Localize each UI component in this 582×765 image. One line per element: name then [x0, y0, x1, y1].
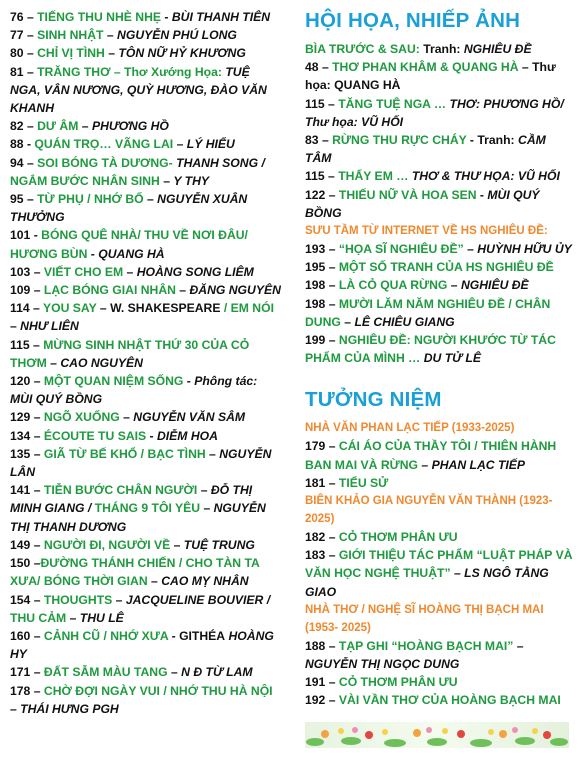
toc-entry: 82 – DƯ ÂM – PHƯƠNG HỒ [10, 119, 169, 134]
toc-entry: 103 – VIẾT CHO EM – HOÀNG SONG LIÊM [10, 264, 254, 279]
entry-title[interactable]: “HỌA SĨ NGHIÊU ĐỀ” [338, 242, 464, 257]
entry-title[interactable]: TIỄN BƯỚC CHÂN NGƯỜI [43, 483, 198, 498]
subsection-label: SƯU TẦM TỪ INTERNET VỀ HS NGHIÊU ĐỀ: [305, 225, 548, 238]
entry-author: THU LÊ [79, 610, 124, 625]
entry-author: CẦM TÂM [305, 133, 546, 166]
toc-entry: 192 – VÀI VẦN THƠ CỦA HOÀNG BẠCH MAI [305, 693, 561, 708]
toc-entry: 141 – TIỄN BƯỚC CHÂN NGƯỜI – ĐỖ THỊ MINH GIANG / THÁNG 9 TÔI YÊU – NGUYỄN THỊ THANH DƯƠNG [10, 483, 266, 534]
toc-entry: 198 – LÀ CỎ QUA RỪNG – NGHIÊU ĐỀ [305, 278, 529, 293]
entry-author: GITHÉA [179, 628, 226, 643]
entry-author: TUỆ NGA, VÂN NƯƠNG, QUỲ HƯƠNG, ĐÀO VĂN KHANH [10, 64, 267, 116]
toc-entry: 80 – CHỈ VỊ TÌNH – TÔN NỮ HỶ KHƯƠNG [10, 46, 246, 61]
entry-title[interactable]: ĐẤT SẪM MÀU TANG [43, 665, 168, 680]
entry-author: JACQUELINE BOUVIER / [125, 592, 271, 607]
toc-entry: 182 – CỎ THƠM PHÂN ƯU [305, 530, 458, 545]
entry-author: THÁI HƯNG PGH [20, 701, 119, 716]
section-title-memorial: TƯỞNG NIỆM [305, 388, 442, 412]
toc-entry: 48 – THƠ PHAN KHÂM & QUANG HÀ – Thư họa: QUANG HÀ [305, 60, 556, 93]
toc-entry: 115 – THẤY EM … THƠ & THƯ HỌA: VŨ HỐI [305, 169, 560, 184]
toc-entry: 179 – CÁI ÁO CỦA THẦY TÔI / THIÊN HÀNH BAN MAI VÀ RỪNG – PHAN LẠC TIẾP [305, 439, 557, 472]
entry-author: MÙI QUÝ BỒNG [305, 187, 540, 220]
toc-entry: 183 – GIỚI THIỆU TÁC PHẨM “LUẬT PHÁP VÀ VĂN HỌC NGHỆ THUẬT” – LS NGÔ TẰNG GIAO [305, 548, 573, 599]
entry-author: QUANG HÀ [98, 246, 165, 261]
toc-entry: 109 – LẠC BÓNG GIAI NHÂN – ĐĂNG NGUYÊN [10, 283, 281, 298]
entry-title[interactable]: SINH NHẬT [37, 28, 104, 43]
entry-title[interactable]: ÉCOUTE TU SAIS [43, 428, 147, 443]
subsection-label: NHÀ VĂN PHAN LẠC TIẾP (1933-2025) [305, 422, 515, 435]
toc-entry: 198 – MƯỜI LĂM NĂM NGHIÊU ĐỀ / CHÂN DUNG – LÊ CHIÊU GIANG [305, 296, 551, 329]
entry-title[interactable]: GIÃ TỪ BẾ KHỔ / BẠC TÌNH [43, 446, 206, 461]
entry-title[interactable]: THU CẢM [10, 610, 67, 625]
entry-title[interactable]: LẠC BÓNG GIAI NHÂN [43, 283, 176, 298]
entry-author: W. SHAKESPEARE [110, 301, 221, 316]
entry-author: HOÀNG SONG LIÊM [136, 264, 254, 279]
entry-title[interactable]: CẢNH CŨ / NHỚ XƯA [43, 628, 169, 643]
toc-entry: 95 – TỪ PHỤ / NHỚ BỐ – NGUYỄN XUÂN THƯỞNG [10, 192, 248, 225]
toc-entry: 115 – MỪNG SINH NHẬT THỨ 30 CỦA CỎ THƠM – CAO NGUYÊN [10, 337, 250, 370]
entry-author: NGHIÊU ĐỀ [460, 278, 529, 293]
entry-author: NGUYỄN LÂN [10, 446, 272, 480]
entry-author: NHƯ LIÊN [20, 319, 79, 334]
entry-title[interactable]: RỪNG THU RỰC CHÁY [332, 133, 467, 148]
entry-title[interactable]: CỎ THƠM PHÂN ƯU [338, 530, 458, 545]
entry-title[interactable]: MỘT QUAN NIỆM SỐNG [43, 374, 184, 389]
entry-title[interactable]: EM NÓI [230, 301, 274, 316]
entry-title[interactable]: NGƯỜI ĐI, NGƯỜI VỀ [43, 537, 171, 552]
left-column [10, 8, 282, 718]
toc-entry: BÌA TRƯỚC & SAU: Tranh: NGHIÊU ĐỀ [305, 42, 532, 56]
toc-entry: 120 – MỘT QUAN NIỆM SỐNG - Phông tác: MÙI QUÝ BỒNG [10, 374, 258, 407]
entry-author: LS NGÔ TẰNG GIAO [305, 566, 549, 599]
entry-author: PHƯƠNG HỒ [91, 119, 169, 134]
entry-title[interactable]: LÀ CỎ QUA RỪNG [338, 278, 448, 293]
toc-entry: 76 – TIẾNG THU NHÈ NHẸ - BÙI THANH TIÊN [10, 10, 271, 24]
entry-author: TUỆ TRUNG [183, 537, 255, 552]
toc-entry: 83 – RỪNG THU RỰC CHÁY - Tranh: CẦM TÂM [305, 133, 546, 166]
entry-title[interactable]: MƯỜI LĂM NĂM NGHIÊU ĐỀ / CHÂN DUNG [305, 296, 551, 329]
entry-author: CAO MỴ NHÂN [161, 574, 249, 589]
entry-title[interactable]: CHỜ ĐỢI NGÀY VUI / NHỚ THU HÀ NỘI [43, 683, 273, 698]
entry-author: DIỄM HOA [156, 428, 218, 443]
entry-title[interactable]: NGẮM BƯỚC NHÂN SINH [10, 173, 160, 188]
entry-author: Y THY [173, 173, 210, 188]
entry-title[interactable]: VÀI VẦN THƠ CỦA HOÀNG BẠCH MAI [338, 693, 561, 708]
entry-author: NGUYỄN THỊ NGỌC DUNG [305, 657, 460, 672]
entry-title[interactable]: THIẾU NỮ VÀ HOA SEN [338, 187, 477, 202]
toc-entry: 160 – CẢNH CŨ / NHỚ XƯA - GITHÉA HOÀNG HY [10, 628, 274, 662]
entry-author: LÝ HIỂU [186, 137, 235, 152]
subsection-label: BIÊN KHẢO GIA NGUYỄN VĂN THÀNH (1923-2025) [305, 495, 553, 526]
entry-author: PHAN LẠC TIẾP [431, 457, 526, 472]
entry-author: NGUYỄN PHÚ LONG [117, 28, 237, 43]
entry-author: TÔN NỮ HỶ KHƯƠNG [118, 46, 246, 61]
entry-title[interactable]: TẠP GHI “HOÀNG BẠCH MAI” [338, 638, 514, 653]
toc-entry: 191 – CỎ THƠM PHÂN ƯU [305, 675, 458, 690]
entry-title[interactable]: TIỂU SỬ [338, 475, 389, 490]
entry-title[interactable]: QUÁN TRỌ… VÃNG LAI [34, 137, 174, 152]
entry-title[interactable]: NGÕ XUỐNG [43, 410, 120, 425]
entry-author: LÊ CHIÊU GIANG [354, 314, 455, 329]
entry-author: CAO NGUYÊN [60, 355, 143, 370]
entry-title[interactable]: THOUGHTS [43, 592, 113, 607]
entry-title[interactable]: CHỈ VỊ TÌNH [37, 46, 105, 61]
entry-title[interactable]: NGHIÊU ĐỀ: NGƯỜI KHƯỚC TỪ TÁC PHẨM CỦA MÌNH … [305, 333, 556, 366]
toc-entry: 115 – TĂNG TUỆ NGA … THƠ: PHƯƠNG HỒ/ Thư họa: VŨ HỐI [305, 96, 564, 129]
entry-author: N Đ TỪ LAM [181, 665, 253, 680]
entry-author: QUANG HÀ [334, 78, 401, 93]
toc-entry: 195 – MỘT SỐ TRANH CỦA HS NGHIÊU ĐỀ [305, 260, 554, 275]
toc-entry: 178 – CHỜ ĐỢI NGÀY VUI / NHỚ THU HÀ NỘI – THÁI HƯNG PGH [10, 683, 273, 716]
toc-entry: 188 – TẠP GHI “HOÀNG BẠCH MAI” – NGUYỄN THỊ NGỌC DUNG [305, 638, 524, 672]
entry-author: Phông tác: MÙI QUÝ BỒNG [10, 374, 258, 407]
flower-banner-graphic [305, 722, 569, 748]
entry-title[interactable]: THÁNG 9 TÔI YÊU [94, 501, 201, 516]
toc-entry: 150 –ĐƯỜNG THÁNH CHIẾN / CHO TÀN TA XƯA/ BÓNG THỜI GIAN – CAO MỴ NHÂN [10, 556, 260, 589]
toc-entry: 114 – YOU SAY – W. SHAKESPEARE / EM NÓI – NHƯ LIÊN [10, 301, 274, 334]
toc-entry: 77 – SINH NHẬT – NGUYỄN PHÚ LONG [10, 28, 237, 43]
toc-entry: 134 – ÉCOUTE TU SAIS - DIỄM HOA [10, 428, 218, 443]
entry-title[interactable]: SOI BÓNG TÀ DƯƠNG- [37, 155, 173, 170]
flower-banner-icon [305, 722, 569, 748]
entry-author: NGUYỄN XUÂN THƯỞNG [10, 192, 248, 225]
entry-title[interactable]: ĐƯỜNG THÁNH CHIẾN / CHO TÀN TA XƯA/ BÓNG THỜI GIAN [10, 556, 260, 589]
entry-title[interactable]: BÓNG QUÊ NHÀ/ THU VỀ NƠI ĐÂU/ HƯƠNG BÙN [10, 228, 248, 261]
entry-title[interactable]: TIẾNG THU NHÈ NHẸ [37, 10, 162, 24]
toc-entry: 181 – TIỂU SỬ [305, 475, 389, 490]
toc-entry: 154 – THOUGHTS – JACQUELINE BOUVIER / THU CẢM – THU LÊ [10, 592, 271, 625]
section-title-art: HỘI HỌA, NHIẾP ẢNH [305, 9, 521, 32]
entry-title[interactable]: TRĂNG THƠ – Thơ Xướng Họa: [37, 64, 222, 79]
subsection-label: NHÀ THƠ / NGHỆ SĨ HOÀNG THỊ BẠCH MAI (1953- 2025) [305, 603, 544, 634]
entry-author: DU TỬ LÊ [423, 351, 481, 366]
entry-author: NGUYỄN THỊ THANH DƯƠNG [10, 501, 266, 534]
entry-title[interactable]: DƯ ÂM [37, 119, 79, 134]
entry-author: THƠ: PHƯƠNG HỒ/ Thư họa: VŨ HỐI [305, 96, 564, 129]
toc-entry: 101 - BÓNG QUÊ NHÀ/ THU VỀ NƠI ĐÂU/ HƯƠNG BÙN - QUANG HÀ [10, 228, 248, 261]
toc-entry: 135 – GIÃ TỪ BẾ KHỔ / BẠC TÌNH – NGUYỄN LÂN [10, 446, 272, 480]
entry-title[interactable]: GIỚI THIỆU TÁC PHẨM “LUẬT PHÁP VÀ VĂN HỌC NGHỆ THUẬT” [305, 548, 573, 581]
entry-author: ĐĂNG NGUYÊN [189, 283, 281, 298]
entry-title[interactable]: THƠ PHAN KHÂM & QUANG HÀ [332, 60, 519, 75]
toc-entry: 88 - QUÁN TRỌ… VÃNG LAI – LÝ HIỂU [10, 137, 235, 152]
entry-author: THANH SONG / [176, 155, 265, 170]
toc-entry: 193 – “HỌA SĨ NGHIÊU ĐỀ” – HUỲNH HỮU ỦY [305, 242, 572, 257]
entry-title[interactable]: TỪ PHỤ / NHỚ BỐ [37, 192, 144, 207]
entry-title[interactable]: THẤY EM … [338, 169, 409, 184]
entry-title[interactable]: CÁI ÁO CỦA THẦY TÔI / THIÊN HÀNH BAN MAI VÀ RỪNG [305, 439, 557, 472]
entry-author: THƠ & THƯ HỌA: VŨ HỐI [411, 169, 560, 184]
entry-title[interactable]: TĂNG TUỆ NGA … [338, 96, 447, 111]
toc-entry: 149 – NGƯỜI ĐI, NGƯỜI VỀ – TUỆ TRUNG [10, 537, 255, 552]
entry-title[interactable]: VIẾT CHO EM [43, 264, 124, 279]
entry-author: HUỲNH HỮU ỦY [477, 242, 572, 257]
entry-author: NGUYỄN VĂN SÂM [133, 410, 246, 425]
entry-title[interactable]: BÌA TRƯỚC & SAU: [305, 42, 420, 56]
entry-author: NGHIÊU ĐỀ [463, 42, 532, 56]
toc-entry: 94 – SOI BÓNG TÀ DƯƠNG- THANH SONG / NGẮM BƯỚC NHÂN SINH – Y THY [10, 155, 265, 188]
entry-title[interactable]: MỪNG SINH NHẬT THỨ 30 CỦA CỎ THƠM [10, 337, 250, 370]
entry-title[interactable]: YOU SAY [43, 301, 97, 316]
toc-entry: 129 – NGÕ XUỐNG – NGUYỄN VĂN SÂM [10, 410, 246, 425]
entry-author: HOÀNG HY [10, 628, 274, 662]
toc-entry: 171 – ĐẤT SẪM MÀU TANG – N Đ TỪ LAM [10, 665, 253, 680]
toc-entry: 199 – NGHIÊU ĐỀ: NGƯỜI KHƯỚC TỪ TÁC PHẨM CỦA MÌNH … DU TỬ LÊ [305, 333, 556, 366]
entry-author: BÙI THANH TIÊN [171, 10, 271, 24]
toc-entry: 122 – THIẾU NỮ VÀ HOA SEN - MÙI QUÝ BỒNG [305, 187, 540, 220]
toc-entry: 81 – TRĂNG THƠ – Thơ Xướng Họa: TUỆ NGA, VÂN NƯƠNG, QUỲ HƯƠNG, ĐÀO VĂN KHANH [10, 64, 267, 116]
right-column [305, 8, 575, 710]
entry-title[interactable]: MỘT SỐ TRANH CỦA HS NGHIÊU ĐỀ [338, 260, 554, 275]
entry-author: ĐỖ THỊ MINH GIANG / [10, 483, 253, 516]
entry-title[interactable]: CỎ THƠM PHÂN ƯU [338, 675, 458, 690]
